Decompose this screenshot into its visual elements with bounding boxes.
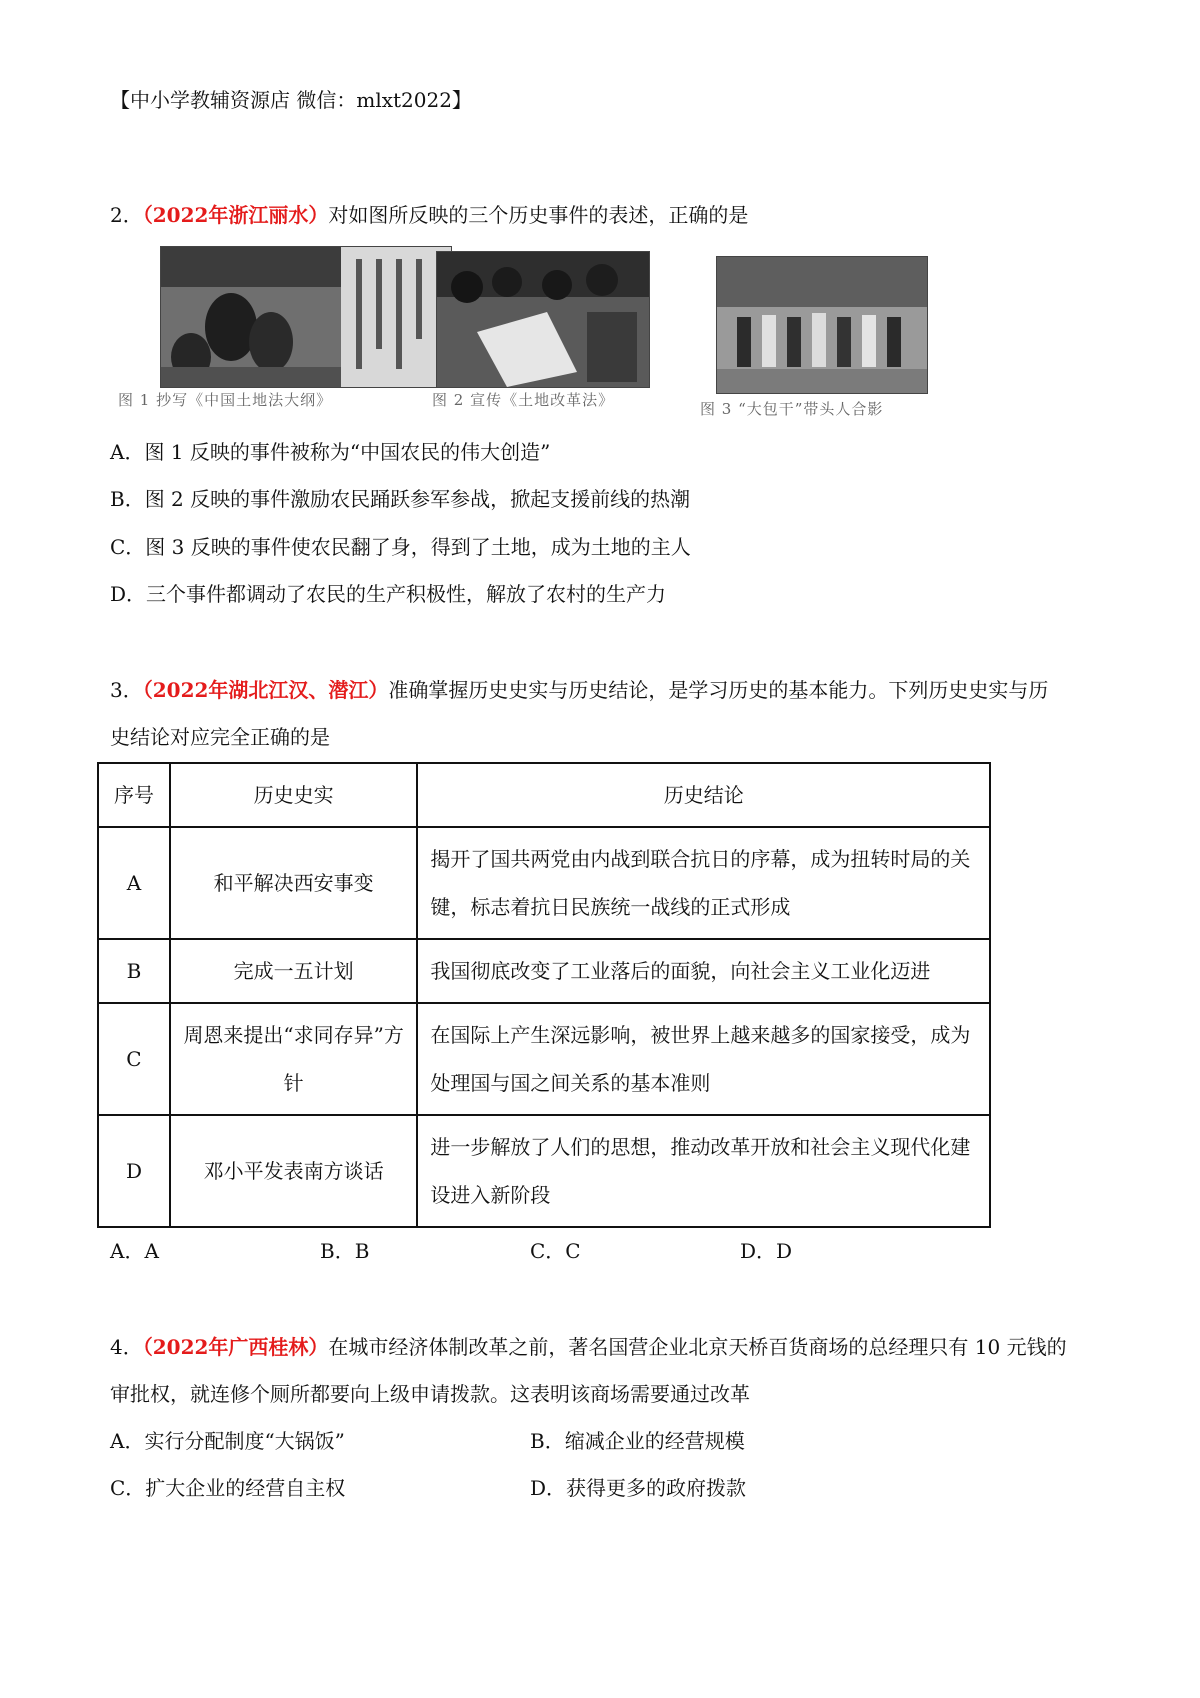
question-source: （2022年浙江丽水） [142, 203, 329, 227]
question-2-option-c[interactable]: C．图 3 反映的事件使农民翻了身，得到了土地，成为土地的主人 [110, 535, 691, 559]
figure-3-image [717, 257, 927, 393]
question-2-option-b[interactable]: B．图 2 反映的事件激励农民踊跃参军参战，掀起支援前线的热潮 [110, 487, 691, 511]
question-2-stem [110, 201, 748, 229]
row-id: B [98, 939, 170, 1003]
question-text: 对如图所反映的三个历史事件的表述，正确的是 [328, 203, 749, 227]
figure-2-caption: 图 2 宣传《土地改革法》 [432, 391, 615, 409]
question-number: 2． [110, 203, 143, 227]
question-4-option-c[interactable]: C．扩大企业的经营自主权 [110, 1476, 346, 1500]
question-number: 3． [110, 678, 143, 702]
figure-2-image [437, 252, 649, 387]
row-fact: 邓小平发表南方谈话 [170, 1115, 418, 1227]
question-3-option-d[interactable]: D．D [740, 1239, 793, 1263]
row-fact: 周恩来提出“求同存异”方针 [170, 1003, 418, 1115]
row-id: A [98, 827, 170, 939]
row-conclusion: 进一步解放了人们的思想，推动改革开放和社会主义现代化建设进入新阶段 [417, 1115, 990, 1227]
question-3-option-c[interactable]: C．C [530, 1239, 581, 1263]
question-3-option-b[interactable]: B．B [320, 1239, 370, 1263]
figure-3-caption: 图 3 “大包干”带头人合影 [700, 400, 884, 418]
header-id: 序号 [98, 763, 170, 827]
question-text: 准确掌握历史史实与历史结论，是学习历史的基本能力。下列历史史实与历 [388, 678, 1049, 702]
question-3-option-a[interactable]: A．A [110, 1239, 159, 1263]
row-conclusion: 揭开了国共两党由内战到联合抗日的序幕，成为扭转时局的关键，标志着抗日民族统一战线的正式形成 [417, 827, 990, 939]
question-source: （2022年湖北江汉、潜江） [142, 678, 389, 702]
header-source: 【中小学教辅资源店 微信：mlxt2022】 [110, 88, 472, 112]
table-row [98, 939, 990, 1003]
table-row [98, 827, 990, 939]
question-text: 在城市经济体制改革之前，著名国营企业北京天桥百货商场的总经理只有 10 元钱的 [328, 1335, 1067, 1359]
table-row [98, 1003, 990, 1115]
row-id: C [98, 1003, 170, 1115]
question-4-option-a[interactable]: A．实行分配制度“大锅饭” [110, 1429, 345, 1453]
question-4-stem-cont: 审批权，就连修个厕所都要向上级申请拨款。这表明该商场需要通过改革 [110, 1382, 750, 1406]
row-fact: 和平解决西安事变 [170, 827, 418, 939]
question-4-option-d[interactable]: D．获得更多的政府拨款 [530, 1476, 747, 1500]
question-3-stem [110, 676, 1048, 704]
row-conclusion: 在国际上产生深远影响，被世界上越来越多的国家接受，成为处理国与国之间关系的基本准则 [417, 1003, 990, 1115]
header-conclusion: 历史结论 [417, 763, 990, 827]
row-fact: 完成一五计划 [170, 939, 418, 1003]
question-2-option-d[interactable]: D．三个事件都调动了农民的生产积极性，解放了农村的生产力 [110, 582, 667, 606]
figure-3-photo [716, 256, 928, 394]
history-table [97, 762, 991, 1228]
question-2-option-a[interactable]: A．图 1 反映的事件被称为“中国农民的伟大创造” [110, 440, 551, 464]
header-fact: 历史史实 [170, 763, 418, 827]
row-id: D [98, 1115, 170, 1227]
question-number: 4． [110, 1335, 143, 1359]
table-row [98, 1115, 990, 1227]
question-source: （2022年广西桂林） [142, 1335, 329, 1359]
question-4-stem [110, 1333, 1067, 1361]
table-header-row [98, 763, 990, 827]
figure-2-photo [436, 251, 650, 388]
question-3-stem-cont: 史结论对应完全正确的是 [110, 725, 330, 749]
figure-1-photo [160, 246, 452, 388]
row-conclusion: 我国彻底改变了工业落后的面貌，向社会主义工业化迈进 [417, 939, 990, 1003]
question-4-option-b[interactable]: B．缩减企业的经营规模 [530, 1429, 745, 1453]
figure-1-caption: 图 1 抄写《中国土地法大纲》 [118, 391, 333, 409]
figure-1-image [161, 247, 451, 387]
